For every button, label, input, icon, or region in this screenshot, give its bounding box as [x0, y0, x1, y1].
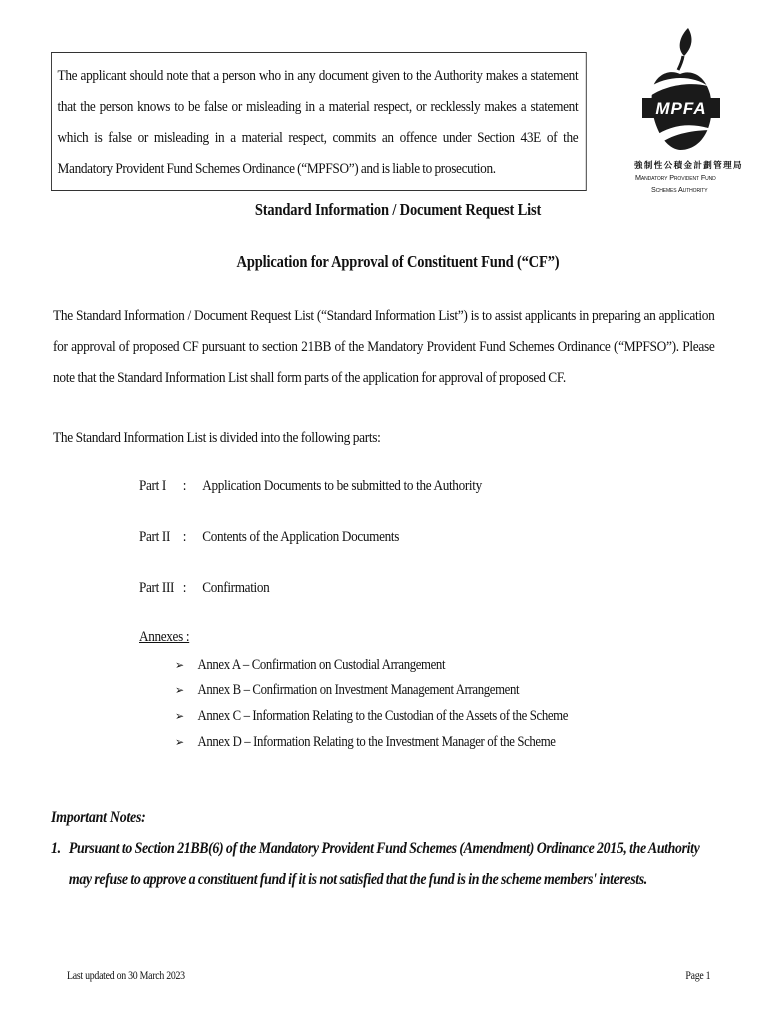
annex-list-item: [175, 708, 568, 725]
note-number: 1.: [51, 840, 61, 857]
footer-last-updated: Last updated on 30 March 2023: [67, 970, 185, 982]
annex-text: Annex C – Information Relating to the Custodian of the Assets of the Scheme: [197, 708, 569, 724]
intro-paragraph: The Standard Information / Document Request List (“Standard Information List”) is to assist applicants in preparing an application for approval of proposed CF pursuant to section 21BB of the Mandatory Provident Fund Schemes Ordinance (“MPFSO”). Please note that the Standard Information List shall form parts of the application for approval of proposed CF.: [53, 308, 715, 386]
mpfa-logo: [620, 26, 743, 202]
note-item: [51, 833, 713, 895]
warning-notice-text: The applicant should note that a person who in any document given to the Authority makes a statement that the person knows to be false or misleading in a material respect, or recklessly makes a statement which is false or misleading in a material respect, commits an offence under Section 43E of the Mandatory Provident Fund Schemes Ordinance (“MPFSO”) and is liable to prosecution.: [57, 68, 579, 177]
logo-english-name-line1: Mandatory Provident Fund: [635, 173, 716, 182]
important-notes-heading: Important Notes:: [51, 809, 146, 826]
part-description: Contents of the Application Documents: [202, 529, 400, 545]
part-separator: :: [182, 529, 187, 545]
arrow-bullet-icon: ➢: [175, 709, 184, 723]
logo-english-name-line2: Schemes Authority: [651, 185, 708, 194]
footer-page-number: Page 1: [685, 970, 710, 982]
annex-list-item: [175, 682, 519, 699]
annex-text: Annex D – Information Relating to the Investment Manager of the Scheme: [197, 734, 556, 750]
svg-text:MPFA: MPFA: [655, 99, 707, 118]
part-label: Part III: [139, 580, 175, 596]
part-label: Part I: [139, 478, 166, 494]
part-label: Part II: [139, 529, 171, 545]
part-separator: :: [182, 478, 187, 494]
warning-notice-box: [51, 52, 587, 191]
parts-intro-paragraph: The Standard Information List is divided into the following parts:: [53, 430, 381, 446]
arrow-bullet-icon: ➢: [175, 658, 184, 672]
note-text: Pursuant to Section 21BB(6) of the Mandatory Provident Fund Schemes (Amendment) Ordinance 2015, the Authority may refuse to approve a constituent fund if it is not satisfied that the fund is in the scheme members' interests.: [68, 840, 700, 888]
part-description: Confirmation: [202, 580, 270, 596]
logo-chinese-name: 強制性公積金計劃管理局: [634, 161, 743, 171]
annex-text: Annex A – Confirmation on Custodial Arrangement: [197, 657, 446, 673]
document-subtitle: Application for Approval of Constituent Fund (“CF”): [236, 252, 560, 271]
document-title: Standard Information / Document Request List: [254, 200, 542, 219]
arrow-bullet-icon: ➢: [175, 735, 184, 749]
annex-list-item: [175, 657, 445, 674]
annexes-heading: Annexes :: [139, 629, 190, 645]
arrow-bullet-icon: ➢: [175, 683, 184, 697]
part-description: Application Documents to be submitted to the Authority: [202, 478, 482, 494]
annex-list-item: [175, 734, 556, 751]
part-separator: :: [182, 580, 187, 596]
mpfa-emblem-icon: [638, 26, 722, 158]
annex-text: Annex B – Confirmation on Investment Management Arrangement: [197, 682, 520, 698]
